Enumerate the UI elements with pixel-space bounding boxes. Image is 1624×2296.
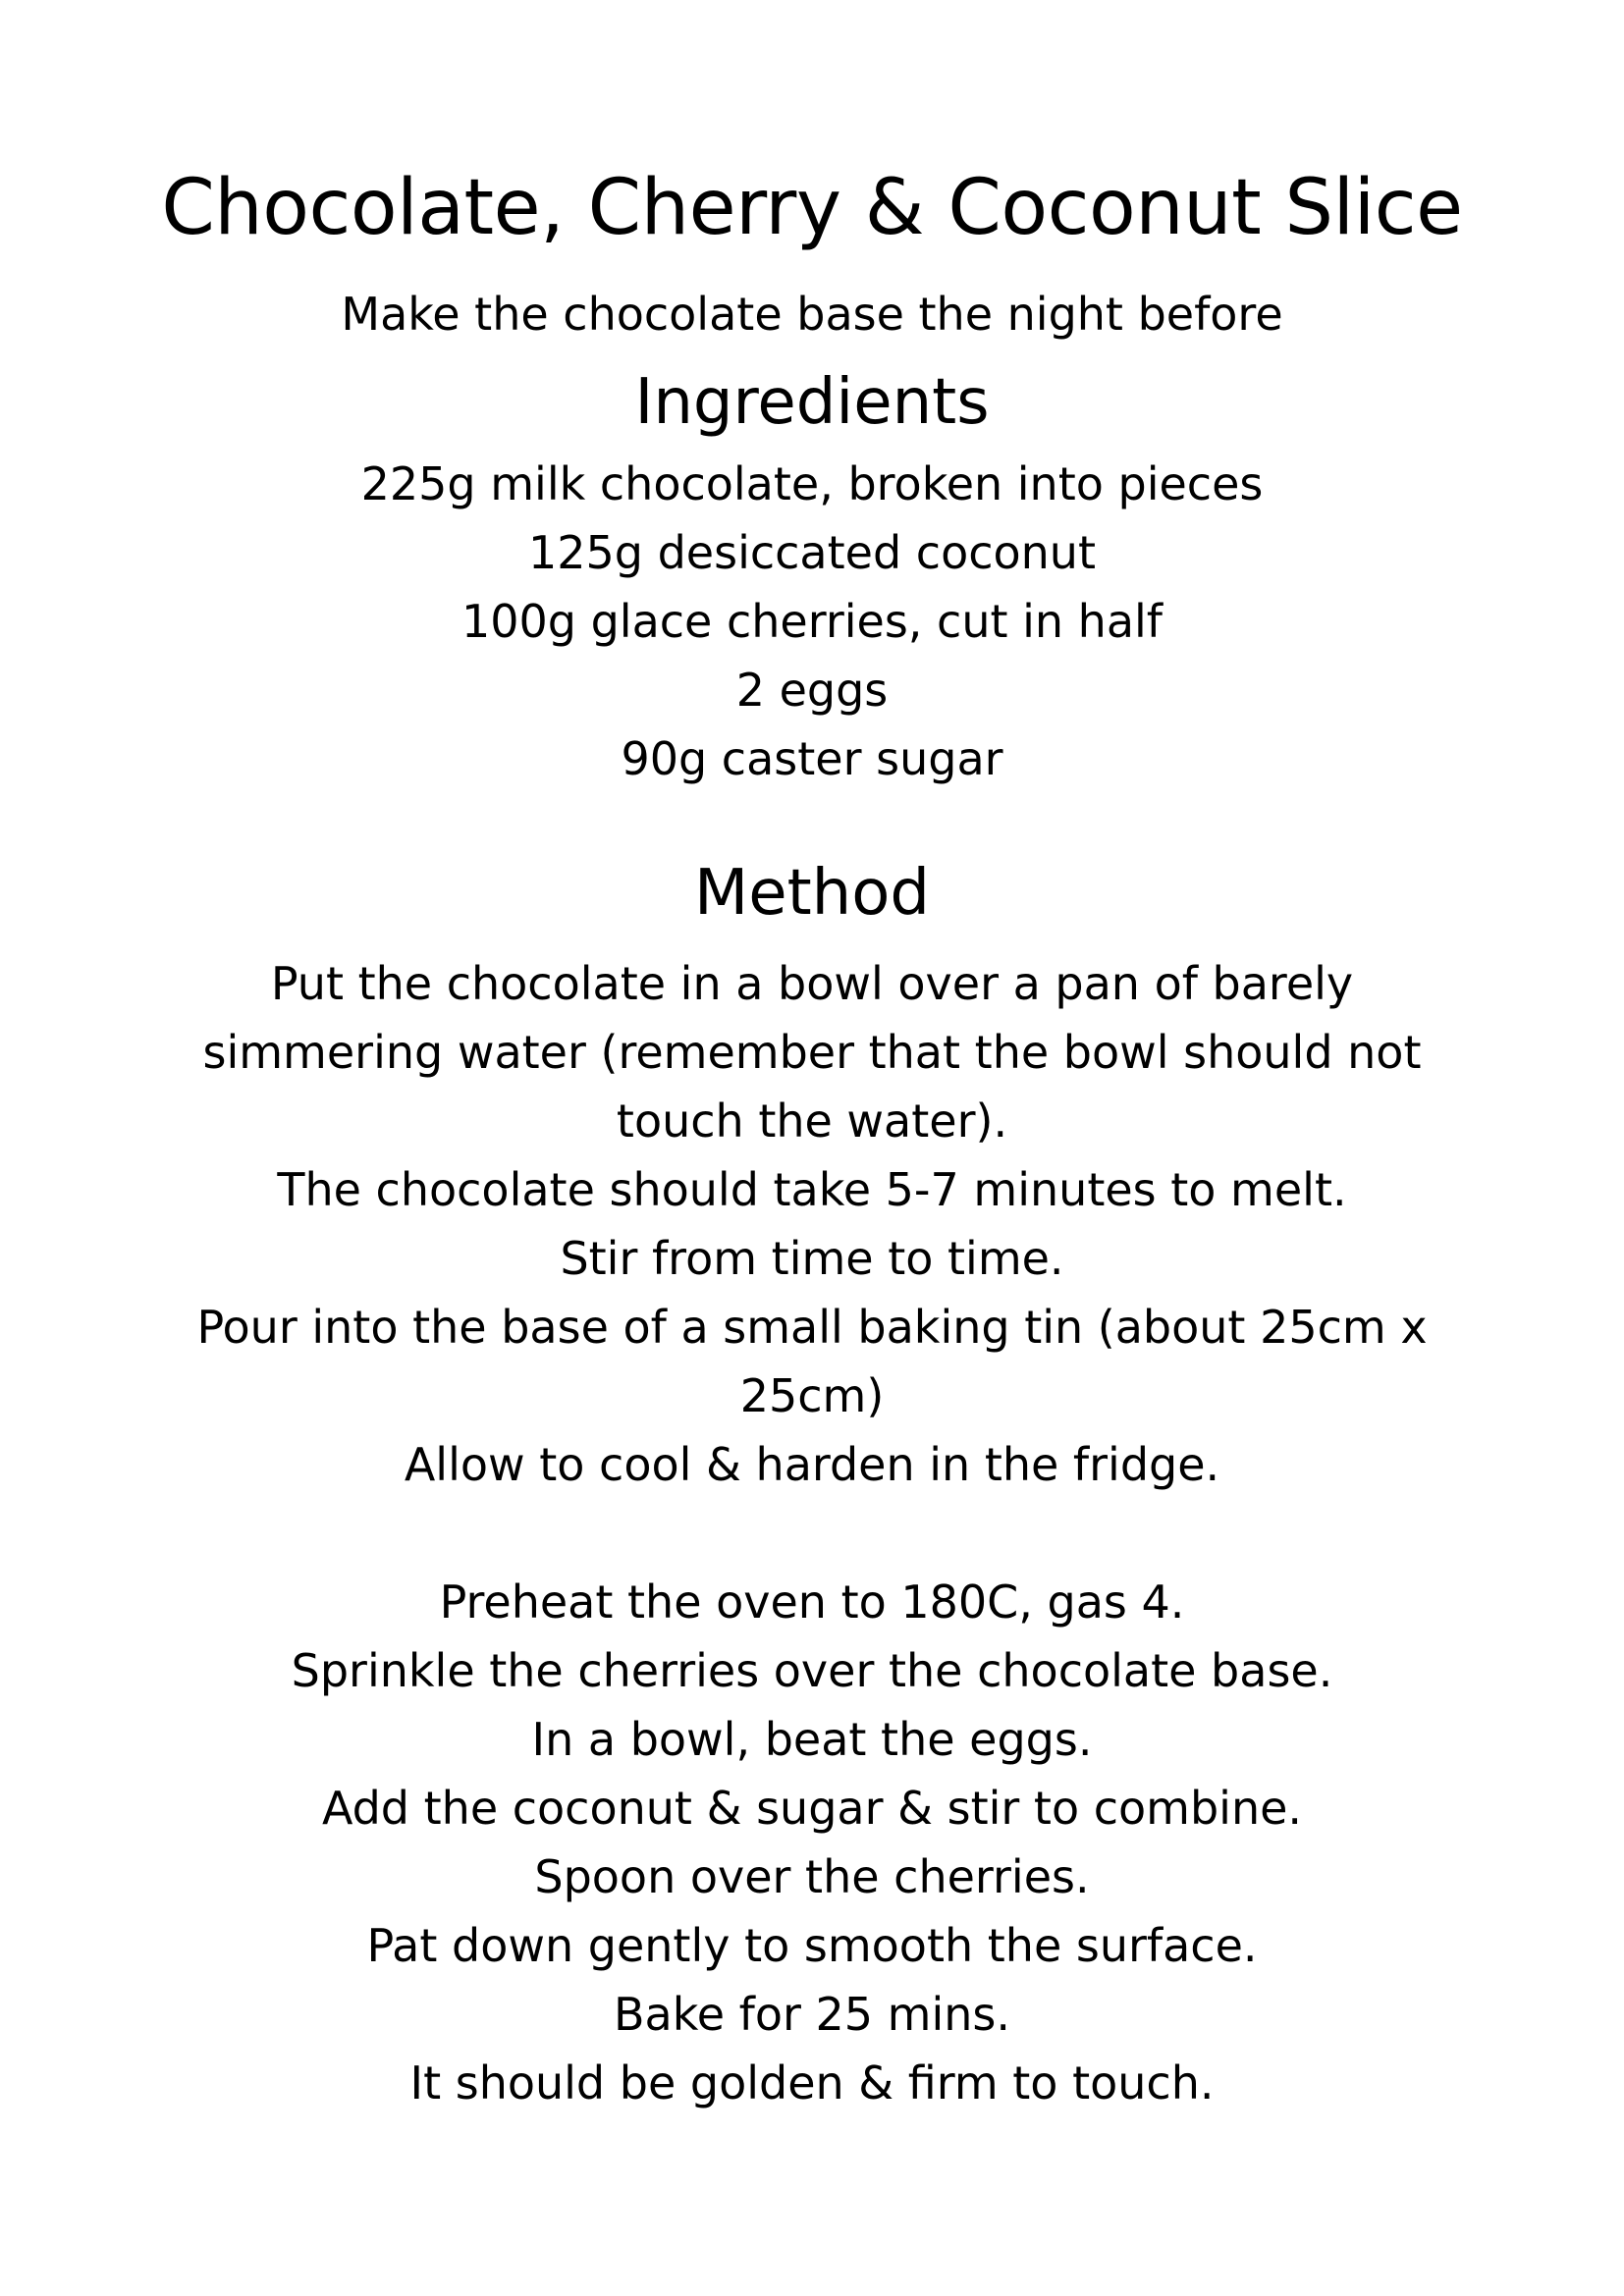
ingredients-list — [0, 450, 1624, 793]
method-step: Stir from time to time. — [560, 1232, 1064, 1285]
method-steps-part-1 — [147, 949, 1477, 1499]
method-step: The chocolate should take 5-7 minutes to melt. — [277, 1163, 1347, 1216]
method-step: Bake for 25 mins. — [613, 1988, 1011, 2041]
method-step: Allow to cool & harden in the fridge. — [404, 1438, 1220, 1491]
method-step: Spoon over the cherries. — [534, 1850, 1090, 1903]
ingredient-item: 225g milk chocolate, broken into pieces — [360, 457, 1264, 510]
method-step: Add the coconut & sugar & stir to combine. — [321, 1782, 1303, 1835]
recipe-title: Chocolate, Cherry & Coconut Slice — [161, 164, 1463, 252]
ingredient-item: 100g glace cherries, cut in half — [460, 595, 1164, 648]
method-step: It should be golden & firm to touch. — [409, 2056, 1215, 2109]
method-step: In a bowl, beat the eggs. — [531, 1713, 1093, 1766]
method-step: Preheat the oven to 180C, gas 4. — [439, 1575, 1185, 1629]
method-step: Pat down gently to smooth the surface. — [366, 1919, 1258, 1972]
recipe-subtitle: Make the chocolate base the night before — [341, 288, 1283, 341]
ingredients-heading: Ingredients — [634, 366, 990, 439]
ingredient-item: 2 eggs — [735, 664, 889, 717]
method-steps-part-2 — [147, 1568, 1477, 2117]
method-step: Sprinkle the cherries over the chocolate base. — [291, 1644, 1333, 1697]
method-step: Put the chocolate in a bowl over a pan of barely simmering water (remember that the bowl should not touch the water). — [202, 957, 1422, 1148]
ingredient-item: 125g desiccated coconut — [527, 526, 1096, 579]
method-heading: Method — [693, 857, 931, 930]
method-step: Pour into the base of a small baking tin (about 25cm x 25cm) — [196, 1301, 1428, 1422]
ingredient-item: 90g caster sugar — [621, 732, 1003, 785]
